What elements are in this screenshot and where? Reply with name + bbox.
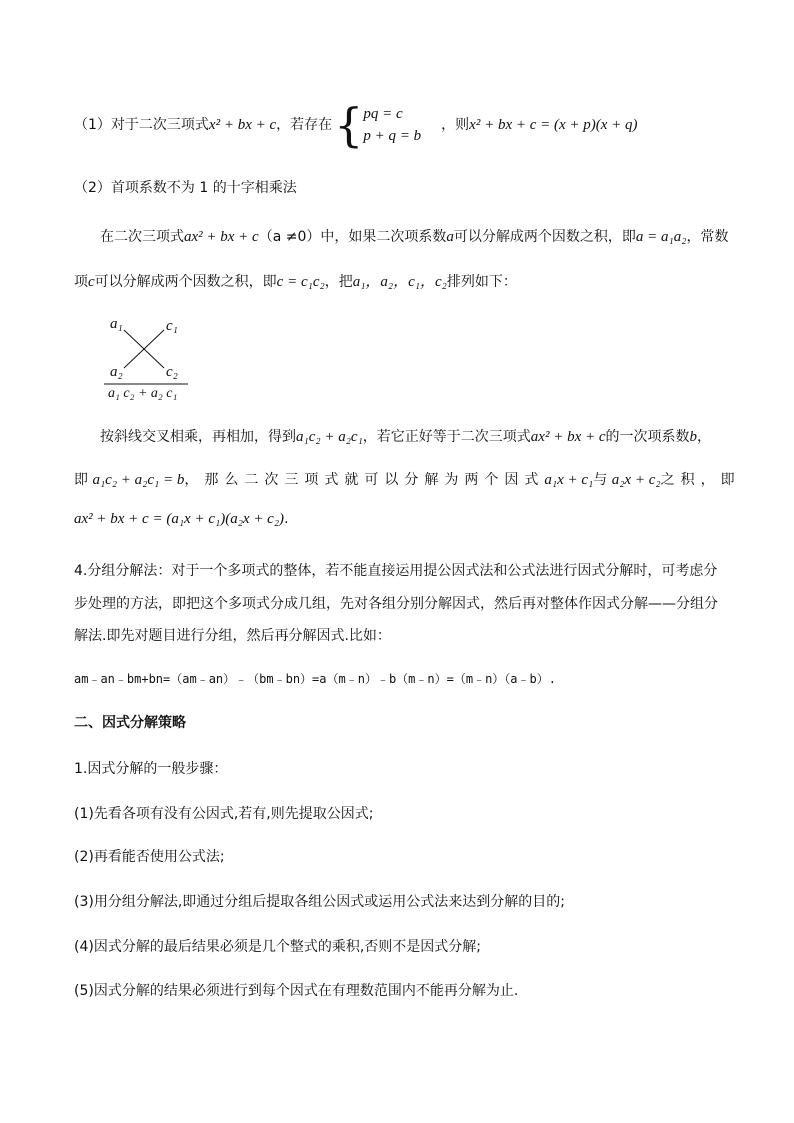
para-1-eq-c: c = c₁c₂ bbox=[276, 274, 325, 290]
para-2-text: 与 bbox=[593, 472, 608, 488]
para-2-line-3 bbox=[74, 511, 289, 528]
step-5: (5)因式分解的结果必须进行到每个因式在有理数范围内不能再分解为止. bbox=[74, 983, 519, 999]
cross-a1: a₁ bbox=[110, 316, 123, 332]
item-1-result: x² + bx + c = (x + p)(x + q) bbox=[469, 117, 638, 133]
item-4-line-1: 4.分组分解法：对于一个多项式的整体，若不能直接运用提公因式法和公式法进行因式分解时，可考虑分 bbox=[74, 563, 718, 579]
para-1-line-2 bbox=[74, 270, 517, 291]
para-2-text: ，若它正好等于二次三项式 bbox=[362, 429, 531, 445]
item-1-then: ，则 bbox=[441, 117, 470, 133]
cross-c2: c₂ bbox=[166, 364, 178, 380]
para-1-text: ，把 bbox=[324, 274, 353, 290]
para-2-text: 即 bbox=[74, 472, 88, 488]
section-2-title: 二、因式分解策略 bbox=[74, 715, 186, 731]
para-1-text: 排列如下： bbox=[446, 274, 517, 290]
equation-system bbox=[334, 100, 421, 150]
item-1-label: （1）对于二次三项式 bbox=[74, 117, 209, 133]
item-2: （2）首项系数不为 1 的十字相乘法 bbox=[74, 180, 297, 196]
cross-c1: c₁ bbox=[166, 318, 178, 334]
para-1-expr: ax² + bx + c bbox=[184, 229, 259, 245]
item-1 bbox=[74, 100, 638, 150]
system-line-2: p + q = b bbox=[363, 128, 422, 144]
item-1-expr: x² + bx + c bbox=[208, 117, 277, 133]
cross-a2: a₂ bbox=[110, 364, 123, 380]
step-2: (2)再看能否使用公式法; bbox=[74, 849, 225, 865]
step-1: (1)先看各项有没有公因式,若有,则先提取公因式; bbox=[74, 806, 374, 822]
para-2-text: 之积，即 bbox=[660, 472, 741, 488]
para-1-text: 在二次三项式 bbox=[100, 229, 184, 245]
para-2-line-2 bbox=[74, 469, 741, 489]
para-2-expr: ax² + bx + c bbox=[530, 429, 606, 445]
step-3: (3)用分组分解法,即通过分组后提取各组公因式或运用公式法来达到分解的目的; bbox=[74, 894, 565, 910]
para-2-expr: a₁c₂ + a₂c₁ bbox=[296, 429, 363, 445]
para-2-expr: a₁c₂ + a₂c₁ = b bbox=[92, 472, 185, 488]
para-2-line-1 bbox=[100, 426, 711, 446]
para-1-eq-a: a = a₁a₂ bbox=[635, 229, 687, 245]
para-2-expr: a₁x + c₁ bbox=[544, 472, 594, 488]
step-4: (4)因式分解的最后结果必须是几个整式的乘积,否则不是因式分解; bbox=[74, 939, 481, 955]
item-4-line-2: 步处理的方法，即把这个多项式分成几组，先对各组分别分解因式，然后再对整体作因式分解——分组分 bbox=[74, 596, 718, 612]
para-1-var-c: c bbox=[88, 274, 95, 290]
item-1-mid: ，若存在 bbox=[276, 117, 333, 133]
system-line-1: pq = c bbox=[363, 106, 403, 122]
para-1-line-1 bbox=[100, 226, 728, 246]
example-formula: am﹣an﹣bm+bn=（am﹣an）﹣（bm﹣bn）=a（m﹣n）﹣b（m﹣n）=（m﹣n）（a﹣b）. bbox=[74, 672, 556, 686]
para-1-text: 可以分解成两个因数之积，即 bbox=[94, 274, 277, 290]
left-brace-icon: { bbox=[334, 98, 364, 152]
para-1-text: 中，如果二次项系数 bbox=[320, 229, 447, 245]
para-1-text: 可以分解成两个因数之积，即 bbox=[453, 229, 636, 245]
para-2-text: 的一次项系数 bbox=[605, 429, 690, 445]
cross-diagram bbox=[104, 316, 190, 408]
para-2-var-b: b bbox=[689, 429, 698, 445]
para-2-final-expr: ax² + bx + c = (a₁x + c₁)(a₂x + c₂) bbox=[74, 511, 285, 527]
para-2-text: ，那么二次三项式就可以分解为两个因式 bbox=[184, 472, 545, 488]
cross-sum: a₁ c₂ + a₂ c₁ bbox=[108, 386, 178, 401]
steps-title: 1.因式分解的一般步骤： bbox=[74, 761, 228, 777]
para-1-text: 项 bbox=[74, 274, 88, 290]
para-1-condition: （a ≠0） bbox=[258, 229, 321, 245]
para-1-list: a₁，a₂，c₁，c₂ bbox=[352, 274, 447, 290]
para-2-text: ， bbox=[697, 429, 712, 445]
para-2-expr: a₂x + c₂ bbox=[611, 472, 661, 488]
para-1-var-a: a bbox=[446, 229, 454, 245]
para-2-text: . bbox=[284, 511, 289, 527]
para-1-text: ，常数 bbox=[686, 229, 729, 245]
para-2-text: 按斜线交叉相乘，再相加，得到 bbox=[100, 429, 296, 445]
item-4-line-3: 解法.即先对题目进行分组，然后再分解因式.比如： bbox=[74, 628, 391, 644]
